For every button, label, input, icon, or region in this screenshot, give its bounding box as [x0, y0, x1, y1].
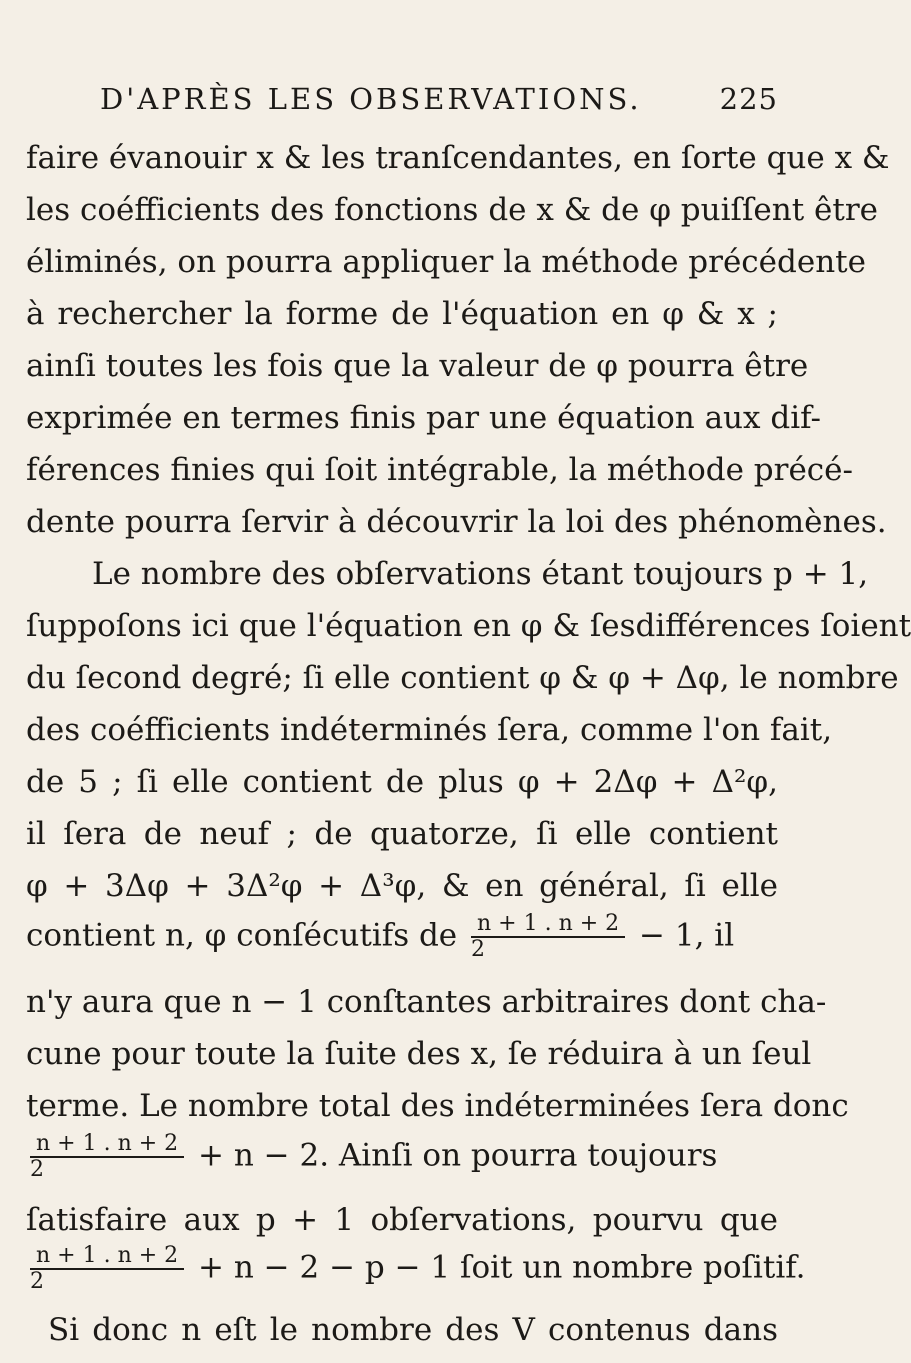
text-line: dente pourra ſervir à découvrir la loi des phénomènes. [26, 504, 887, 540]
running-header [100, 82, 778, 116]
fraction [30, 1132, 184, 1182]
text-line: Le nombre des obſervations étant toujours p + 1, [92, 556, 869, 592]
fraction-denominator: 2 [30, 1157, 44, 1182]
text-segment: + n − 2 − p − 1 ſoit un nombre poſitif. [198, 1249, 806, 1286]
text-segment: contient n, φ conſécutifs de [26, 917, 458, 954]
text-line: cune pour toute la ſuite des x, ſe réduira à un ſeul [26, 1036, 812, 1072]
text-line-with-fraction [26, 912, 778, 962]
text-line: terme. Le nombre total des indéterminées ſera donc [26, 1088, 849, 1124]
text-line: exprimée en termes finis par une équation aux dif- [26, 400, 821, 436]
text-line: Si donc n eſt le nombre des V contenus dans [48, 1312, 778, 1348]
fraction-numerator: n + 1 . n + 2 [30, 1132, 184, 1158]
text-line: des coéfficients indéterminés ſera, comme l'on fait, [26, 712, 833, 748]
text-line: ſuppoſons ici que l'équation en φ & ſesdifférences ſoient [26, 608, 911, 644]
text-line: éliminés, on pourra appliquer la méthode précédente [26, 244, 866, 280]
fraction-numerator: n + 1 . n + 2 [30, 1244, 184, 1270]
running-title: D'APRÈS LES OBSERVATIONS. [100, 82, 642, 116]
text-line: à rechercher la forme de l'équation en φ & x ; [26, 296, 778, 332]
text-line-with-fraction [26, 1243, 806, 1294]
text-line: φ + 3Δφ + 3Δ²φ + Δ³φ, & en général, ſi elle [26, 868, 778, 904]
text-line: ſatisfaire aux p + 1 obſervations, pourvu que [26, 1202, 778, 1238]
fraction [30, 1244, 184, 1294]
text-line: faire évanouir x & les tranſcendantes, en ſorte que x & [26, 140, 890, 176]
text-line: férences finies qui ſoit intégrable, la méthode précé- [26, 452, 853, 488]
fraction [471, 912, 625, 962]
text-line: les coéfficients des fonctions de x & de φ puiſſent être [26, 192, 879, 228]
fraction-denominator: 2 [30, 1269, 44, 1294]
text-line-with-fraction [26, 1132, 778, 1182]
fraction-denominator: 2 [471, 937, 486, 962]
text-line: du ſecond degré; ſi elle contient φ & φ + Δφ, le nombre [26, 660, 899, 696]
text-segment: + n − 2. Ainſi on pourra toujours [198, 1137, 718, 1174]
text-segment: − 1, il [639, 917, 735, 954]
text-line: de 5 ; ſi elle contient de plus φ + 2Δφ + Δ²φ, [26, 764, 778, 800]
text-line: il ſera de neuf ; de quatorze, ſi elle contient [26, 816, 778, 852]
fraction-numerator: n + 1 . n + 2 [471, 912, 625, 938]
page-number: 225 [719, 82, 778, 116]
text-line: n'y aura que n − 1 conſtantes arbitraires dont cha- [26, 984, 827, 1020]
text-line: ainſi toutes les fois que la valeur de φ pourra être [26, 348, 809, 384]
